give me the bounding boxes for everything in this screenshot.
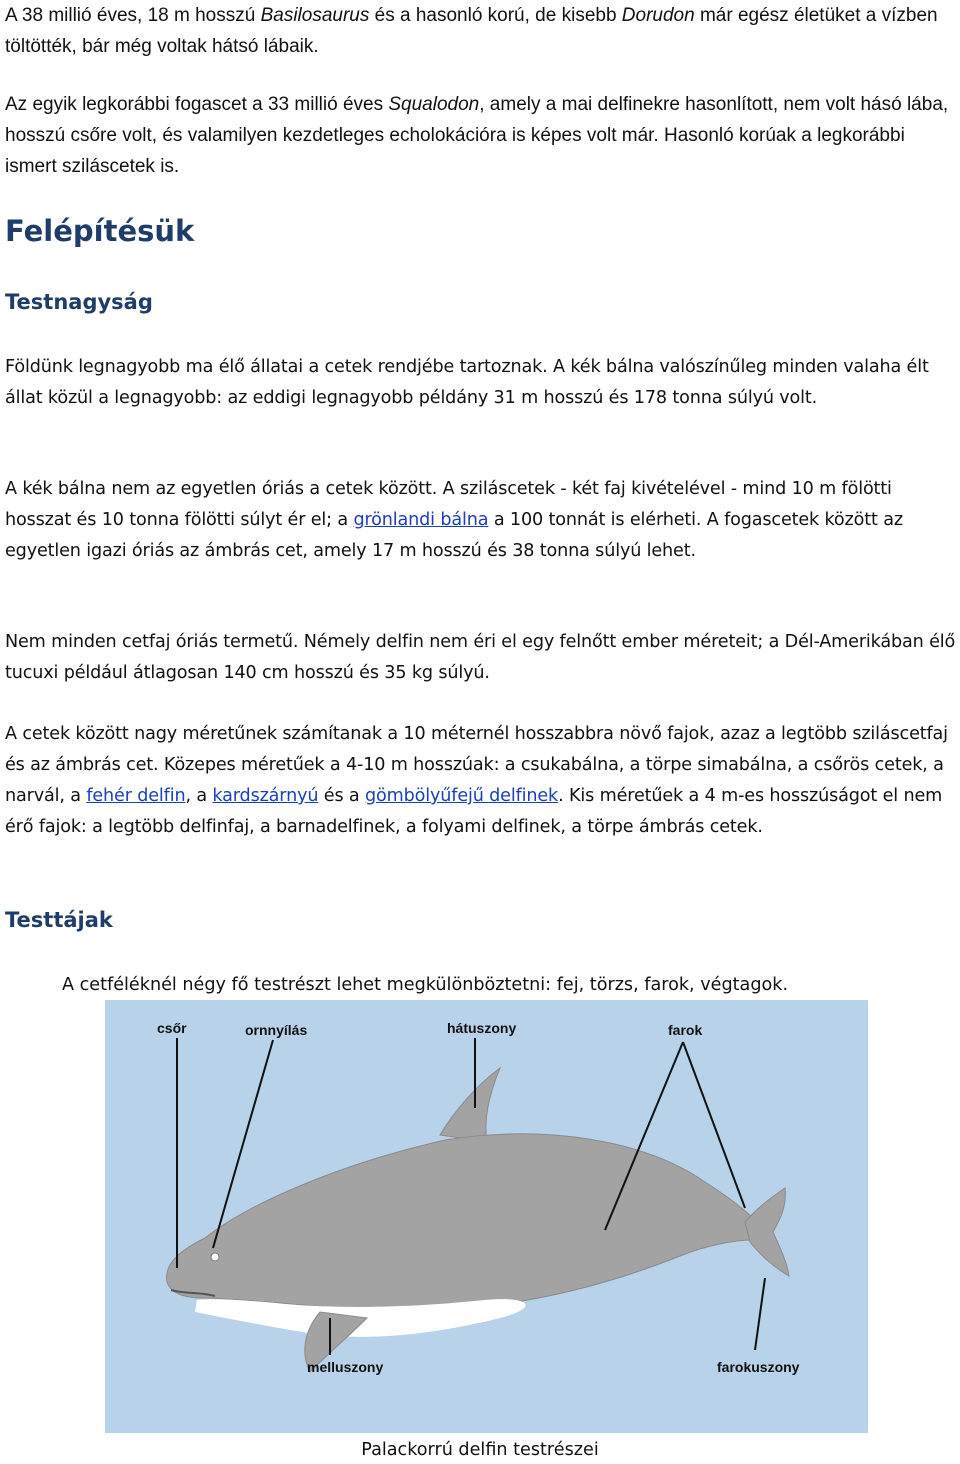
text-run: A cetek között nagy méretűnek számítanak a 10 méternél hosszabbra növő fajok, azaz a legtöbb sziláscetfaj és az ámbrás cet. Közepes méretűek a 4-10 m hosszúak: a csukabálna, a törpe simabálna, a csőrös cetek, a narvál, a	[5, 724, 948, 806]
text-run: a 100 tonnát is elérheti. A fogascetek között az egyetlen igazi óriás az ámbrás cet, amely 17 m hosszú és 38 tonna súlyú lehet.	[5, 510, 903, 561]
link-feher-delfin[interactable]: fehér delfin	[86, 786, 186, 806]
label-blowhole: ornnyílás	[245, 1022, 308, 1038]
text-run: , amely a mai delfinekre hasonlított, nem volt hásó lába, hosszú csőre volt, és valamilyen kezdetleges echolokációra is képes volt már. Hasonló korúak a legkorábbi ismert sziláscetek is.	[5, 94, 949, 177]
subsection-heading-body: Testtájak	[5, 908, 113, 932]
text-run: , a	[185, 786, 213, 806]
section-heading: Felépítésük	[5, 214, 195, 248]
text-run: Az egyik legkorábbi fogascet a 33 millió éves	[5, 94, 389, 115]
size-paragraph-3: Nem minden cetfaj óriás termetű. Némely delfin nem éri el egy felnőtt ember méreteit; a Dél-Amerikában élő tucuxi például átlagosan 140 cm hosszú és 35 kg súlyú.	[5, 632, 956, 683]
intro-paragraph-1	[5, 0, 955, 62]
link-gombolyufeju-delfinek[interactable]: gömbölyűfejű delfinek	[365, 786, 559, 806]
dolphin-diagram-svg	[105, 1000, 868, 1433]
text-run: és a hasonló korú, de kisebb	[369, 5, 622, 26]
text-run: már egész életüket a vízben töltötték, bár még voltak hátsó lábaik.	[5, 5, 938, 57]
taxon-name: Dorudon	[621, 5, 695, 26]
text-run: A kék bálna nem az egyetlen óriás a cetek között. A sziláscetek - két faj kivételével - mind 10 m fölötti hosszat és 10 tonna fölötti súlyt ér el; a	[5, 479, 892, 530]
taxon-name: Basilosaurus	[260, 5, 370, 26]
body-parts-intro: A cetféléknél négy fő testrészt lehet megkülönböztetni: fej, törzs, farok, végtagok.	[62, 975, 789, 995]
label-tail-fin: farokuszony	[717, 1359, 800, 1375]
figure-caption: Palackorrú delfin testrészei	[361, 1440, 599, 1460]
intro-paragraph-2	[5, 89, 955, 182]
dolphin-eye	[211, 1253, 219, 1261]
dolphin-diagram	[105, 1000, 868, 1433]
label-flipper: melluszony	[307, 1359, 384, 1375]
text-run: és a	[318, 786, 366, 806]
size-paragraph-4	[5, 719, 957, 843]
size-paragraph-2	[5, 474, 957, 567]
link-kardszarnyu[interactable]: kardszárnyú	[212, 786, 319, 806]
text-run: A 38 millió éves, 18 m hosszú	[5, 5, 261, 26]
label-tail: farok	[668, 1022, 703, 1038]
link-gronlandi-balna[interactable]: grönlandi bálna	[353, 510, 489, 530]
taxon-name: Squalodon	[388, 94, 480, 115]
size-paragraph-1: Földünk legnagyobb ma élő állatai a cetek rendjébe tartoznak. A kék bálna valószínűleg minden valaha élt állat közül a legnagyobb: az eddigi legnagyobb példány 31 m hosszú és 178 tonna súlyú volt.	[5, 357, 929, 408]
label-beak: csőr	[157, 1020, 187, 1036]
label-dorsal-fin: hátuszony	[447, 1020, 517, 1036]
text-run: . Kis méretűek a 4 m-es hosszúságot el nem érő fajok: a legtöbb delfinfaj, a barnadelfinek, a folyami delfinek, a törpe ámbrás cetek.	[5, 786, 943, 837]
subsection-heading-size: Testnagyság	[5, 290, 153, 314]
